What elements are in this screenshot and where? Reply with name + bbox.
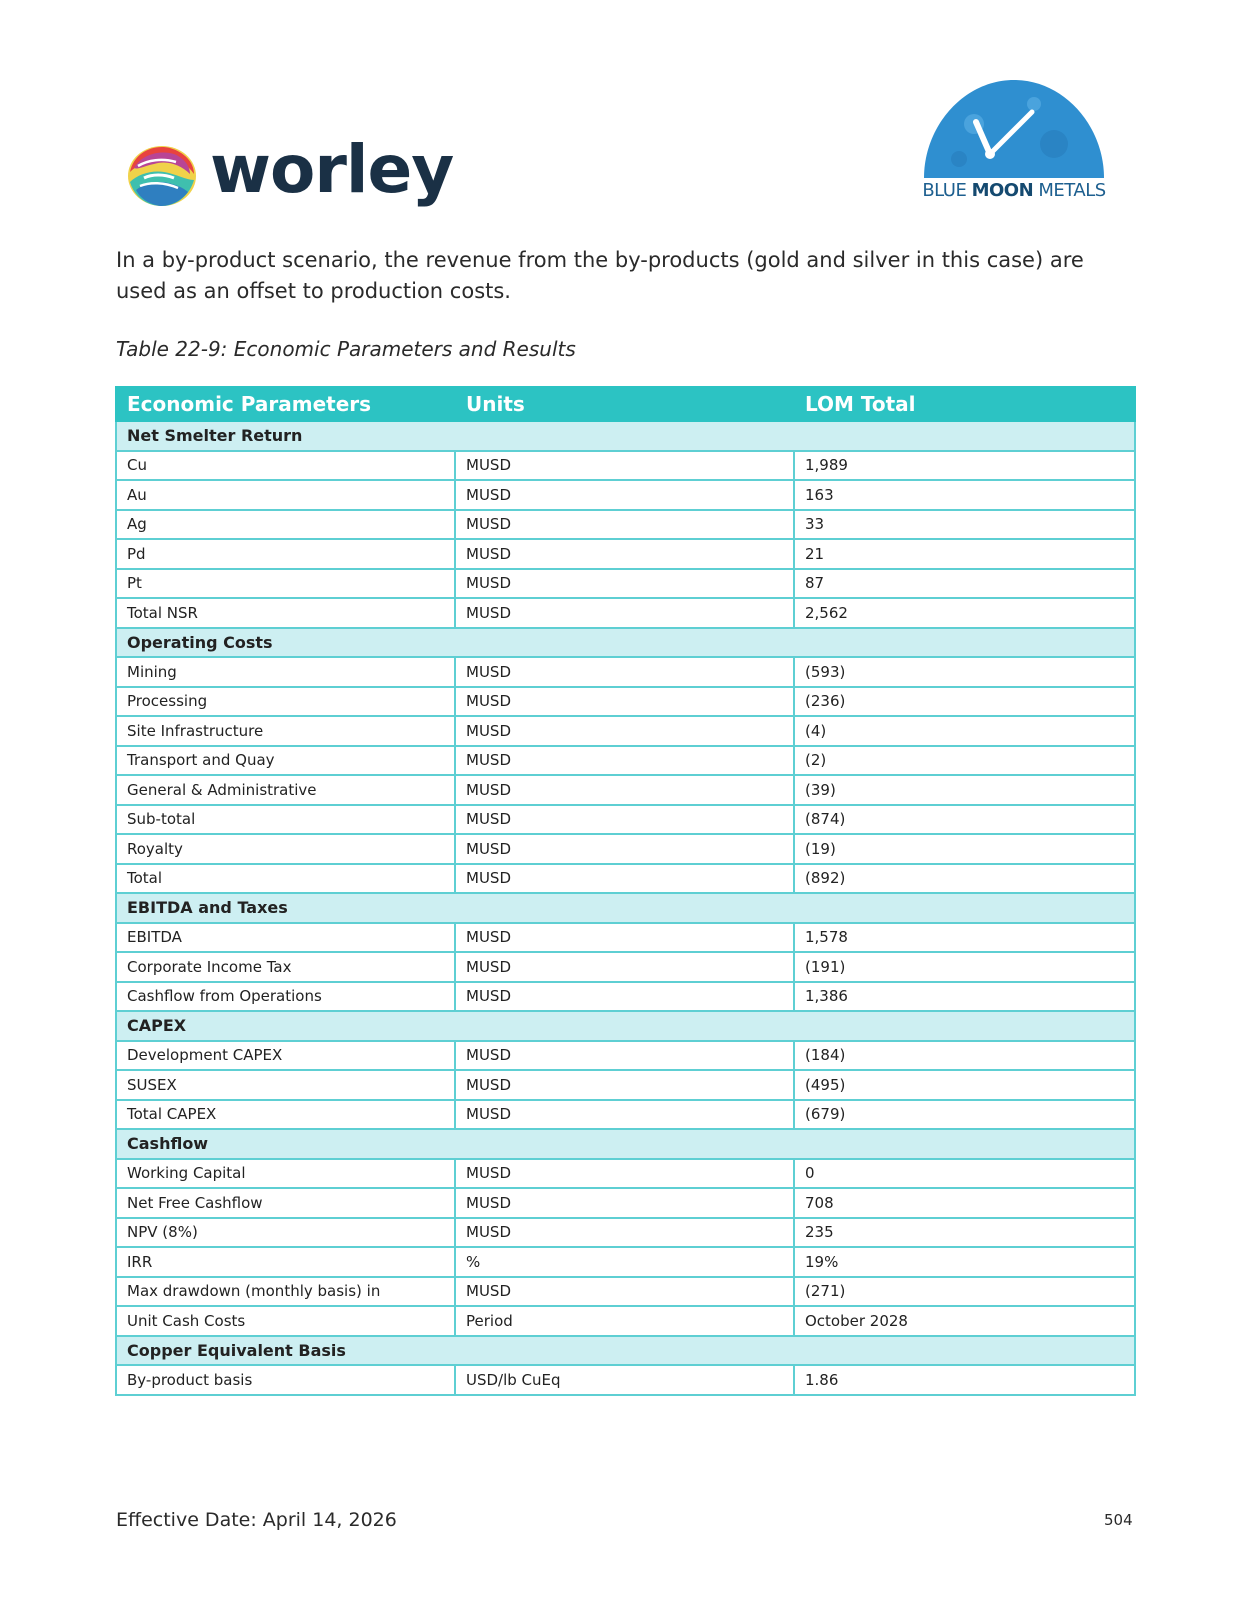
units-cell: MUSD (455, 834, 794, 864)
table-row (116, 598, 1135, 628)
lom-total-cell: (4) (794, 716, 1135, 746)
parameter-cell: NPV (8%) (116, 1218, 455, 1248)
section-title: Copper Equivalent Basis (116, 1336, 1135, 1366)
parameter-cell: Max drawdown (monthly basis) in (116, 1277, 455, 1307)
table-row (116, 687, 1135, 717)
parameter-cell: SUSEX (116, 1070, 455, 1100)
page-number: 504 (1104, 1511, 1133, 1529)
lom-total-cell: (679) (794, 1100, 1135, 1130)
table-row (116, 657, 1135, 687)
lom-total-cell: 708 (794, 1188, 1135, 1218)
units-cell: MUSD (455, 687, 794, 717)
lom-total-cell: 163 (794, 480, 1135, 510)
units-cell: MUSD (455, 775, 794, 805)
lom-total-cell: 1,989 (794, 451, 1135, 481)
table-row (116, 746, 1135, 776)
parameter-cell: Site Infrastructure (116, 716, 455, 746)
table-row (116, 510, 1135, 540)
section-row (116, 628, 1135, 658)
table-row (116, 1100, 1135, 1130)
units-cell: MUSD (455, 982, 794, 1012)
lom-total-cell: 1.86 (794, 1365, 1135, 1395)
lom-total-cell: (892) (794, 864, 1135, 894)
worley-swirl-icon (124, 138, 200, 214)
parameter-cell: Au (116, 480, 455, 510)
table-row (116, 1188, 1135, 1218)
table-body (116, 421, 1135, 1395)
parameter-cell: EBITDA (116, 923, 455, 953)
parameter-cell: Ag (116, 510, 455, 540)
units-cell: MUSD (455, 716, 794, 746)
units-cell: MUSD (455, 923, 794, 953)
table-row (116, 1218, 1135, 1248)
parameter-cell: IRR (116, 1247, 455, 1277)
table-row (116, 1306, 1135, 1336)
header-units: Units (455, 387, 794, 421)
section-row (116, 893, 1135, 923)
units-cell: MUSD (455, 864, 794, 894)
units-cell: MUSD (455, 510, 794, 540)
lom-total-cell: (2) (794, 746, 1135, 776)
lom-total-cell: 33 (794, 510, 1135, 540)
lom-total-cell: 235 (794, 1218, 1135, 1248)
units-cell: MUSD (455, 1100, 794, 1130)
section-title: Cashflow (116, 1129, 1135, 1159)
section-row (116, 1336, 1135, 1366)
units-cell: MUSD (455, 1218, 794, 1248)
table-row (116, 451, 1135, 481)
section-title: Operating Costs (116, 628, 1135, 658)
lom-total-cell: (874) (794, 805, 1135, 835)
table-row (116, 539, 1135, 569)
units-cell: MUSD (455, 1277, 794, 1307)
section-title: EBITDA and Taxes (116, 893, 1135, 923)
section-row (116, 421, 1135, 451)
lom-total-cell: (593) (794, 657, 1135, 687)
parameter-cell: Development CAPEX (116, 1041, 455, 1071)
intro-paragraph: In a by-product scenario, the revenue from the by-products (gold and silver in this case) are used as an offset to production costs. (116, 248, 1084, 303)
parameter-cell: Mining (116, 657, 455, 687)
lom-total-cell: (271) (794, 1277, 1135, 1307)
wordmark-metals: METALS (1038, 180, 1106, 201)
parameter-cell: Cashflow from Operations (116, 982, 455, 1012)
table-row (116, 1277, 1135, 1307)
lom-total-cell: October 2028 (794, 1306, 1135, 1336)
lom-total-cell: (19) (794, 834, 1135, 864)
section-row (116, 1011, 1135, 1041)
economic-parameters-table (115, 386, 1136, 1396)
table-row (116, 480, 1135, 510)
units-cell: MUSD (455, 598, 794, 628)
parameter-cell: Processing (116, 687, 455, 717)
units-cell: MUSD (455, 1188, 794, 1218)
section-title: CAPEX (116, 1011, 1135, 1041)
parameter-cell: General & Administrative (116, 775, 455, 805)
table-row (116, 1247, 1135, 1277)
lom-total-cell: 21 (794, 539, 1135, 569)
header-lom-total: LOM Total (794, 387, 1135, 421)
units-cell: MUSD (455, 1070, 794, 1100)
lom-total-cell: 19% (794, 1247, 1135, 1277)
parameter-cell: Transport and Quay (116, 746, 455, 776)
moon-clock-icon (914, 74, 1114, 184)
table-row (116, 775, 1135, 805)
table-row (116, 1159, 1135, 1189)
table-row (116, 569, 1135, 599)
table-row (116, 834, 1135, 864)
table-row (116, 716, 1135, 746)
parameter-cell: Pt (116, 569, 455, 599)
lom-total-cell: 2,562 (794, 598, 1135, 628)
lom-total-cell: (191) (794, 952, 1135, 982)
blue-moon-metals-logo (914, 74, 1114, 204)
units-cell: MUSD (455, 1041, 794, 1071)
units-cell: MUSD (455, 746, 794, 776)
lom-total-cell: (495) (794, 1070, 1135, 1100)
parameter-cell: Unit Cash Costs (116, 1306, 455, 1336)
table-row (116, 1365, 1135, 1395)
parameter-cell: Working Capital (116, 1159, 455, 1189)
section-title: Net Smelter Return (116, 421, 1135, 451)
units-cell: MUSD (455, 805, 794, 835)
lom-total-cell: 0 (794, 1159, 1135, 1189)
header-economic-parameters: Economic Parameters (116, 387, 455, 421)
table-row (116, 952, 1135, 982)
units-cell: MUSD (455, 451, 794, 481)
lom-total-cell: (184) (794, 1041, 1135, 1071)
parameter-cell: Sub-total (116, 805, 455, 835)
units-cell: MUSD (455, 657, 794, 687)
parameter-cell: Total CAPEX (116, 1100, 455, 1130)
table-row (116, 982, 1135, 1012)
parameter-cell: Corporate Income Tax (116, 952, 455, 982)
lom-total-cell: (236) (794, 687, 1135, 717)
wordmark-blue: BLUE (922, 180, 967, 201)
worley-logo (124, 131, 454, 216)
table-caption: Table 22-9: Economic Parameters and Results (116, 337, 576, 361)
parameter-cell: Cu (116, 451, 455, 481)
table-row (116, 1041, 1135, 1071)
units-cell: USD/lb CuEq (455, 1365, 794, 1395)
effective-date: Effective Date: April 14, 2026 (116, 1509, 397, 1531)
table-row (116, 1070, 1135, 1100)
parameter-cell: Total (116, 864, 455, 894)
parameter-cell: Royalty (116, 834, 455, 864)
units-cell: MUSD (455, 1159, 794, 1189)
units-cell: MUSD (455, 539, 794, 569)
blue-moon-metals-wordmark (914, 180, 1114, 201)
lom-total-cell: (39) (794, 775, 1135, 805)
parameter-cell: Total NSR (116, 598, 455, 628)
worley-wordmark: worley (210, 131, 454, 208)
units-cell: MUSD (455, 569, 794, 599)
lom-total-cell: 1,386 (794, 982, 1135, 1012)
parameter-cell: Net Free Cashflow (116, 1188, 455, 1218)
table-row (116, 805, 1135, 835)
parameter-cell: By-product basis (116, 1365, 455, 1395)
units-cell: Period (455, 1306, 794, 1336)
parameter-cell: Pd (116, 539, 455, 569)
lom-total-cell: 1,578 (794, 923, 1135, 953)
table-row (116, 864, 1135, 894)
units-cell: MUSD (455, 480, 794, 510)
units-cell: MUSD (455, 952, 794, 982)
lom-total-cell: 87 (794, 569, 1135, 599)
table-header-row (116, 387, 1135, 421)
wordmark-moon: MOON (971, 180, 1034, 201)
section-row (116, 1129, 1135, 1159)
units-cell: % (455, 1247, 794, 1277)
table-row (116, 923, 1135, 953)
